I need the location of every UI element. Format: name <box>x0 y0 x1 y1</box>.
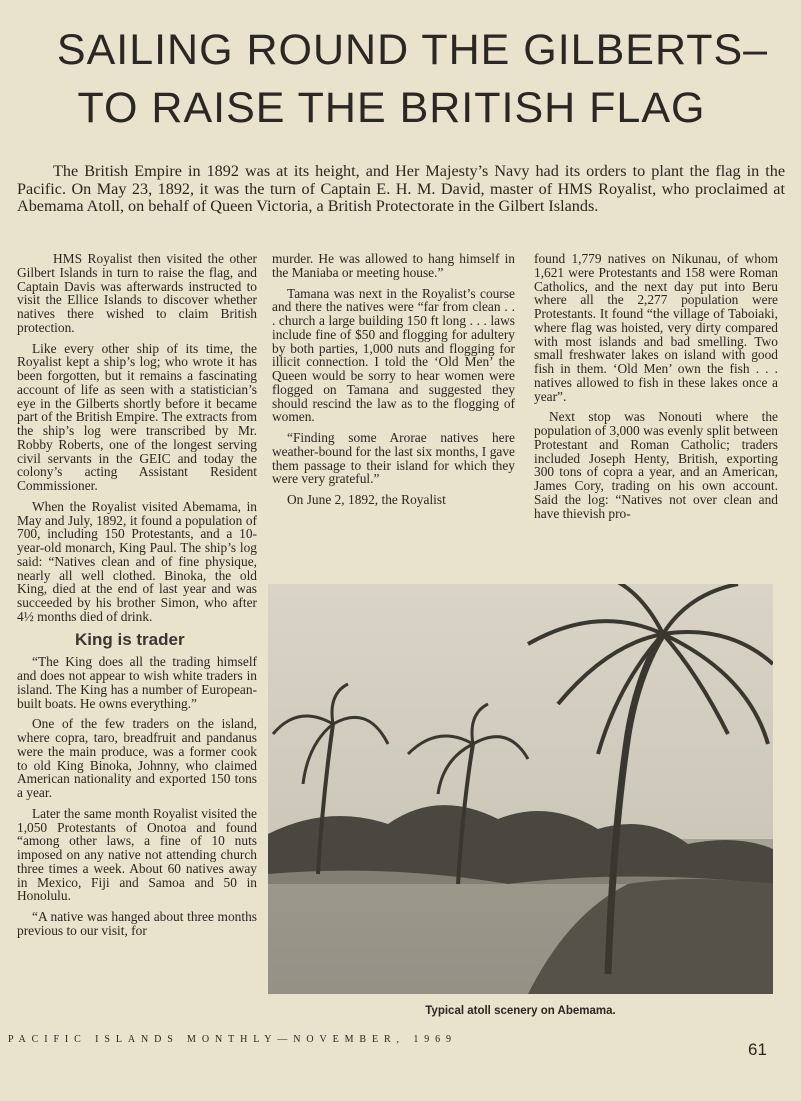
body-paragraph: “Finding some Arorae natives here weather-bound for the last six months, I gave them passage to their island for which they were very grateful.” <box>272 430 515 487</box>
body-paragraph: murder. He was allowed to hang himself in the Maniaba or meeting house.” <box>272 251 515 280</box>
atoll-photo <box>268 584 773 994</box>
body-paragraph: HMS Royalist then visited the other Gilbert Islands in turn to raise the flag, and Captain Davis was afterwards instructed to visit the Ellice Islands to discover whether natives there wished to claim British protection. <box>17 251 257 335</box>
headline-line-2: TO RAISE THE BRITISH FLAG <box>77 84 706 132</box>
body-paragraph: “A native was hanged about three months previous to our visit, for <box>17 909 257 938</box>
body-paragraph: Next stop was Nonouti where the population of 3,000 was evenly split between Protestant and Roman Catholic; traders included Joseph Henty, British, exporting 300 tons of copra a year, and an American, James Cory, trading on his own account. Said the log: “Natives not over clean and have thievish pro- <box>534 409 778 521</box>
column-3 <box>534 252 778 527</box>
page-number: 61 <box>748 1040 767 1059</box>
intro-paragraph: The British Empire in 1892 was at its height, and Her Majesty’s Navy had its orders to plant the flag in the Pacific. On May 23, 1892, it was the turn of Captain E. H. M. David, master of HMS Royalist, who proclaimed at Abemama Atoll, on behalf of Queen Victoria, a British Protectorate in the Gilbert Islands. <box>17 162 785 215</box>
subheading: King is trader <box>75 629 185 649</box>
photo-caption: Typical atoll scenery on Abemama. <box>425 1005 616 1017</box>
body-paragraph: Tamana was next in the Royalist’s course and there the natives were “far from clean . . . church a large building 150 ft long . . . laws include fine of $50 and flogging for adultery by both parties, 1,000 nuts and flogging for illicit connection. I told the ‘Old Men’ the Queen would be sorry to hear women were flogged on Tamana and suggested they should rescind the law as to the flogging of women. <box>272 285 515 425</box>
body-paragraph: When the Royalist visited Abemama, in May and July, 1892, it found a population of 700, including 150 Protestants, and a 10-year-old monarch, King Paul. The ship’s log said: “Natives clean and of fine physique, nearly all well clothed. Binoka, the old King, died at the end of last year and was succeeded by his brother Simon, who after 4½ months died of drink. <box>17 498 257 624</box>
body-paragraph: found 1,779 natives on Nikunau, of whom 1,621 were Protestants and 158 were Roman Catholics, and the next day put into Beru where all the 2,277 population were Protestants. It found “the village of Taboiaki, where flag was hoisted, very dirty compared with most islands and bad smelling. Two small freshwater lakes on island with good fish in them. ‘Old Men’ own the fish . . . natives allowed to fish in these lakes once a year”. <box>534 251 778 404</box>
body-paragraph: Like every other ship of its time, the Royalist kept a ship’s log; who wrote it has been forgotten, but it remains a fascinating account of life as seen with a statistician’s eye in the Gilberts shortly before it became part of the British Empire. The extracts from the ship’s log were transcribed by Mr. Robby Roberts, one of the longest serving civil servants in the GEIC and today the colony’s acting Assistant Resident Commissioner. <box>17 340 257 493</box>
column-2 <box>272 252 515 514</box>
body-paragraph: Later the same month Royalist visited the 1,050 Protestants of Onotoa and found “among other laws, a fine of 10 nuts imposed on any native not attending church three times a week. About 60 natives away in Mexico, Fiji and Samoa and 50 in Honolulu. <box>17 805 257 904</box>
footer-publication: PACIFIC ISLANDS MONTHLY—NOVEMBER, 1969 <box>8 1034 457 1045</box>
body-paragraph: “The King does all the trading himself and does not appear to wish white traders in island. The King has a number of European-built boats. He owns everything.” <box>17 654 257 711</box>
body-paragraph: One of the few traders on the island, where copra, taro, breadfruit and pandanus were the main produce, was a former cook to old King Binoka, Johnny, who claimed American nationality and exported 150 tons a year. <box>17 716 257 800</box>
column-1 <box>17 252 257 945</box>
headline-line-1: SAILING ROUND THE GILBERTS– <box>56 26 769 74</box>
body-paragraph: On June 2, 1892, the Royalist <box>287 492 446 507</box>
